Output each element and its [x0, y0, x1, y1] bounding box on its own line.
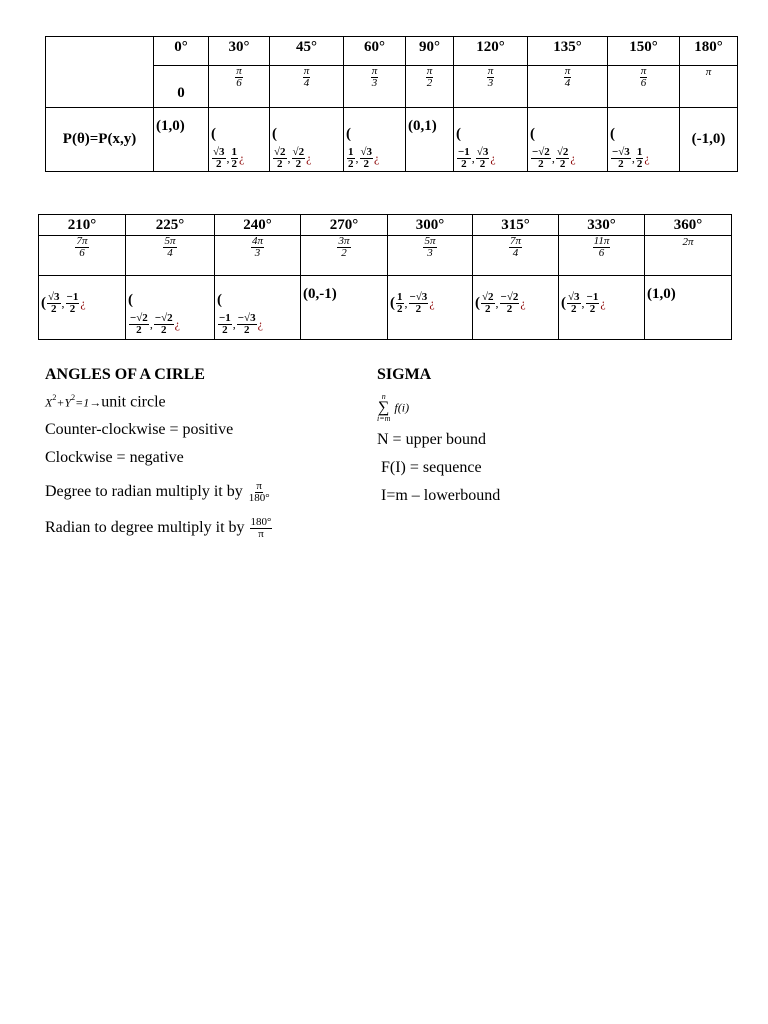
fraction	[218, 313, 232, 336]
denominator: 2	[415, 303, 422, 315]
numerator: −√2	[500, 291, 519, 303]
fraction	[611, 147, 631, 170]
point-fractions	[272, 147, 311, 170]
denominator: 2	[397, 303, 403, 315]
denominator: 2	[277, 158, 283, 170]
comma: ,	[551, 151, 555, 165]
numerator: √3	[48, 291, 60, 303]
radian-cell	[301, 236, 388, 276]
point-fractions	[530, 147, 576, 170]
denominator: 2	[636, 158, 643, 170]
degree-cell: 60°	[344, 37, 406, 66]
numerator: √2	[482, 291, 494, 303]
point-cell	[270, 108, 344, 172]
unknown-char: ¿	[644, 151, 650, 165]
point-value: (1,0)	[156, 118, 185, 134]
fraction	[564, 66, 572, 89]
numerator: π	[371, 65, 378, 77]
fraction	[231, 147, 239, 170]
point-fractions	[395, 292, 435, 315]
point-value: (1,0)	[647, 286, 676, 302]
numerator: √2	[274, 146, 286, 158]
denominator: 4	[303, 77, 310, 89]
point-fractions	[456, 147, 496, 170]
point-fractions	[566, 292, 606, 315]
fraction	[251, 236, 264, 259]
numerator: 4π	[251, 235, 263, 247]
denominator: 2	[485, 303, 491, 315]
degree-cell: 270°	[301, 215, 388, 236]
sigma-heading: SIGMA	[377, 366, 432, 383]
fraction	[235, 66, 243, 89]
denominator: 6	[79, 247, 85, 259]
point-fractions	[217, 313, 263, 336]
fraction	[423, 236, 436, 259]
numerator: √3	[213, 146, 225, 158]
radian-cell	[215, 236, 301, 276]
unknown-char: ¿	[570, 151, 576, 165]
degree-cell: 225°	[126, 215, 215, 236]
point-cell	[215, 276, 301, 340]
degree-cell: 240°	[215, 215, 301, 236]
degree-row	[39, 215, 732, 236]
unknown-char: ¿	[374, 151, 380, 165]
denominator: 2	[160, 324, 167, 336]
degree-cell: 0°	[154, 37, 209, 66]
radian-cell	[608, 66, 680, 108]
denominator: 2	[461, 158, 467, 170]
180-over-pi-fraction: $\frac{180^\circ}{\pi}$	[250, 516, 272, 540]
radian-cell	[388, 236, 473, 276]
numerator: √2	[292, 146, 305, 158]
numerator: 5π	[424, 235, 436, 247]
point-value: (-1,0)	[691, 131, 726, 147]
fraction	[47, 292, 61, 315]
degree-cell: 45°	[270, 37, 344, 66]
sigma-section	[377, 365, 717, 505]
denominator: 4	[167, 247, 173, 259]
radian-cell	[559, 236, 645, 276]
radian-cell	[154, 66, 209, 108]
sigma-symbol: n ∑ i=m	[377, 392, 391, 423]
point-value: (0,1)	[408, 118, 437, 134]
left-paren: (	[272, 126, 277, 142]
fraction	[237, 313, 257, 336]
upper-bound-line: N = upper bound	[377, 431, 487, 448]
numerator: 7π	[509, 235, 521, 247]
point-coordinates	[128, 292, 212, 336]
unknown-char: ¿	[520, 296, 526, 310]
left-paren: (	[530, 126, 535, 142]
fraction	[481, 292, 495, 315]
degree-to-radian-line: Degree to radian multiply it by $\frac{\pi}{180^\circ}$	[45, 480, 270, 504]
row-label: P(θ)=P(x,y)	[46, 108, 154, 172]
numerator: −√3	[237, 312, 256, 324]
point-cell	[301, 276, 388, 340]
denominator: 2	[243, 324, 250, 336]
denominator: 2	[538, 158, 544, 170]
left-paren: (	[346, 126, 351, 142]
denominator: 4	[564, 77, 571, 89]
numerator: 7π	[76, 235, 88, 247]
denominator: 2	[571, 303, 577, 315]
point-cell	[344, 108, 406, 172]
denominator: 2	[618, 158, 624, 170]
left-paren: (	[610, 126, 615, 142]
degree-cell: 330°	[559, 215, 645, 236]
degree-cell: 150°	[608, 37, 680, 66]
radian-cell	[473, 236, 559, 276]
fraction	[292, 147, 306, 170]
unknown-char: ¿	[429, 296, 435, 310]
denominator: 4	[512, 247, 519, 259]
point-cell	[209, 108, 270, 172]
radian-row	[39, 236, 732, 276]
fraction	[586, 292, 600, 315]
point-coordinates	[41, 292, 123, 315]
degree-cell: 180°	[680, 37, 738, 66]
point-fractions	[346, 147, 379, 170]
numerator: 1	[231, 146, 238, 158]
fraction	[640, 66, 648, 89]
radian-cell	[680, 66, 738, 108]
point-coordinates	[217, 292, 298, 336]
radian-to-degree-line: Radian to degree multiply it by $\frac{180^\circ}{\pi}$	[45, 516, 272, 540]
left-paren: (	[217, 292, 222, 308]
radian-value: 2π	[682, 236, 694, 248]
fraction	[476, 147, 490, 170]
fraction	[556, 147, 570, 170]
numerator: √2	[556, 146, 569, 158]
point-cell	[645, 276, 732, 340]
numerator: √3	[360, 146, 373, 158]
degree-cell: 30°	[209, 37, 270, 66]
numerator: √3	[568, 291, 580, 303]
unknown-char: ¿	[600, 296, 606, 310]
point-cell	[528, 108, 608, 172]
numerator: π	[426, 65, 433, 77]
left-paren: (	[41, 295, 46, 311]
fraction	[509, 236, 522, 259]
comma: ,	[226, 151, 230, 165]
comma: ,	[149, 317, 153, 331]
left-paren: (	[456, 126, 461, 142]
radian-value: π	[705, 66, 712, 78]
fraction	[337, 236, 350, 259]
denominator: 6	[236, 77, 242, 89]
denominator: 3	[487, 77, 494, 89]
radian-cell	[209, 66, 270, 108]
comma: ,	[471, 151, 475, 165]
fraction	[457, 147, 471, 170]
left-paren: (	[561, 295, 566, 311]
point-cell	[473, 276, 559, 340]
denominator: 2	[479, 158, 486, 170]
denominator: 2	[348, 158, 354, 170]
fraction	[154, 313, 174, 336]
left-paren: (	[475, 295, 480, 311]
trig-table-first-half	[45, 36, 738, 172]
numerator: −1	[458, 146, 470, 158]
comma: ,	[61, 296, 65, 310]
numerator: −1	[66, 291, 79, 303]
point-coordinates	[272, 126, 341, 170]
sigma-expression: n ∑ i=m f(i)	[377, 392, 410, 423]
denominator: 2	[136, 324, 142, 336]
radian-cell	[270, 66, 344, 108]
denominator: 2	[426, 77, 433, 89]
left-paren: (	[390, 295, 395, 311]
fraction	[396, 292, 404, 315]
fraction	[212, 147, 226, 170]
point-value: (0,-1)	[303, 286, 337, 302]
sequence-line: F(I) = sequence	[377, 459, 482, 476]
point-cell	[388, 276, 473, 340]
corner-cell	[46, 37, 154, 108]
numerator: −1	[219, 312, 231, 324]
unknown-char: ¿	[239, 151, 245, 165]
denominator: 3	[371, 77, 378, 89]
comma: ,	[581, 296, 585, 310]
numerator: π	[236, 65, 242, 77]
point-fractions	[128, 313, 180, 336]
fraction	[531, 147, 551, 170]
numerator: π	[303, 65, 310, 77]
fraction	[567, 292, 581, 315]
numerator: 3π	[338, 235, 350, 247]
denominator: 6	[598, 247, 605, 259]
unknown-char: ¿	[257, 317, 263, 331]
denominator: 2	[589, 303, 596, 315]
point-coordinates	[456, 126, 525, 170]
point-cell	[406, 108, 454, 172]
point-fractions	[46, 292, 86, 315]
comma: ,	[232, 317, 236, 331]
fraction	[273, 147, 287, 170]
radian-value: 0	[177, 85, 185, 101]
fraction	[409, 292, 429, 315]
unknown-char: ¿	[490, 151, 496, 165]
denominator: 2	[506, 303, 513, 315]
numerator: 11π	[593, 235, 610, 247]
degree-cell: 315°	[473, 215, 559, 236]
point-coordinates	[346, 126, 403, 170]
point-fractions	[211, 147, 244, 170]
numerator: −√2	[532, 146, 550, 158]
point-coordinates	[211, 126, 267, 170]
fraction	[360, 147, 374, 170]
comma: ,	[495, 296, 499, 310]
denominator: 3	[427, 247, 433, 259]
denominator: 2	[363, 158, 370, 170]
denominator: 2	[559, 158, 566, 170]
point-coordinates	[610, 126, 677, 170]
angles-heading: ANGLES OF A CIRLE	[45, 366, 205, 383]
fraction	[487, 66, 495, 89]
point-cell	[608, 108, 680, 172]
point-fractions	[480, 292, 526, 315]
fraction	[636, 147, 644, 170]
numerator: −√2	[130, 312, 148, 324]
point-cell	[126, 276, 215, 340]
angles-section	[45, 365, 365, 540]
denominator: 2	[231, 158, 238, 170]
denominator: 2	[341, 247, 347, 259]
numerator: 1	[397, 291, 403, 303]
radian-cell	[344, 66, 406, 108]
point-cell	[559, 276, 645, 340]
point-cell	[454, 108, 528, 172]
numerator: √3	[476, 146, 489, 158]
point-coordinates	[530, 126, 605, 170]
radian-cell	[454, 66, 528, 108]
fraction	[163, 236, 176, 259]
fraction	[593, 236, 611, 259]
unit-circle-equation: $X^2+Y^2=1\to unit$ circle	[45, 393, 166, 411]
unknown-char: ¿	[80, 296, 86, 310]
numerator: π	[487, 65, 494, 77]
degree-row	[46, 37, 738, 66]
denominator: 2	[69, 303, 76, 315]
numerator: 1	[636, 146, 643, 158]
fraction	[426, 66, 434, 89]
fraction	[303, 66, 311, 89]
denominator: 2	[51, 303, 57, 315]
lower-bound-line: I=m – lowerbound	[377, 487, 501, 504]
degree-cell: 210°	[39, 215, 126, 236]
degree-cell: 360°	[645, 215, 732, 236]
counter-clockwise-line: Counter-clockwise = positive	[45, 421, 234, 438]
pi-over-180-fraction: $\frac{\pi}{180^\circ}$	[248, 480, 270, 504]
unknown-char: ¿	[306, 151, 312, 165]
fraction	[129, 313, 149, 336]
fraction	[347, 147, 355, 170]
point-fractions	[610, 147, 650, 170]
denominator: 6	[640, 77, 647, 89]
degree-cell: 90°	[406, 37, 454, 66]
left-paren: (	[211, 126, 216, 142]
radian-cell	[528, 66, 608, 108]
denominator: 3	[254, 247, 261, 259]
degree-cell: 120°	[454, 37, 528, 66]
numerator: −√2	[154, 312, 173, 324]
numerator: 5π	[164, 235, 176, 247]
point-cell	[680, 108, 738, 172]
trig-table-second-half	[38, 214, 732, 340]
fraction	[371, 66, 379, 89]
point-cell	[154, 108, 209, 172]
numerator: π	[640, 65, 647, 77]
fraction	[75, 236, 88, 259]
degree-cell: 300°	[388, 215, 473, 236]
radian-cell	[39, 236, 126, 276]
clockwise-line: Clockwise = negative	[45, 449, 184, 466]
comma: ,	[404, 296, 408, 310]
denominator: 2	[295, 158, 302, 170]
left-paren: (	[128, 292, 133, 308]
point-cell	[39, 276, 126, 340]
numerator: −√3	[409, 291, 428, 303]
denominator: 2	[222, 324, 228, 336]
numerator: 1	[348, 146, 354, 158]
fraction	[500, 292, 520, 315]
denominator: 2	[216, 158, 222, 170]
degree-cell: 135°	[528, 37, 608, 66]
point-coordinates	[561, 292, 642, 315]
point-row	[39, 276, 732, 340]
comma: ,	[355, 151, 359, 165]
numerator: −1	[586, 291, 599, 303]
comma: ,	[287, 151, 291, 165]
point-coordinates	[390, 292, 470, 315]
radian-cell	[645, 236, 732, 276]
fraction	[66, 292, 80, 315]
numerator: π	[564, 65, 571, 77]
unknown-char: ¿	[174, 317, 180, 331]
comma: ,	[631, 151, 635, 165]
point-row	[46, 108, 738, 172]
point-coordinates	[475, 292, 556, 315]
radian-cell	[126, 236, 215, 276]
radian-cell	[406, 66, 454, 108]
numerator: −√3	[612, 146, 630, 158]
